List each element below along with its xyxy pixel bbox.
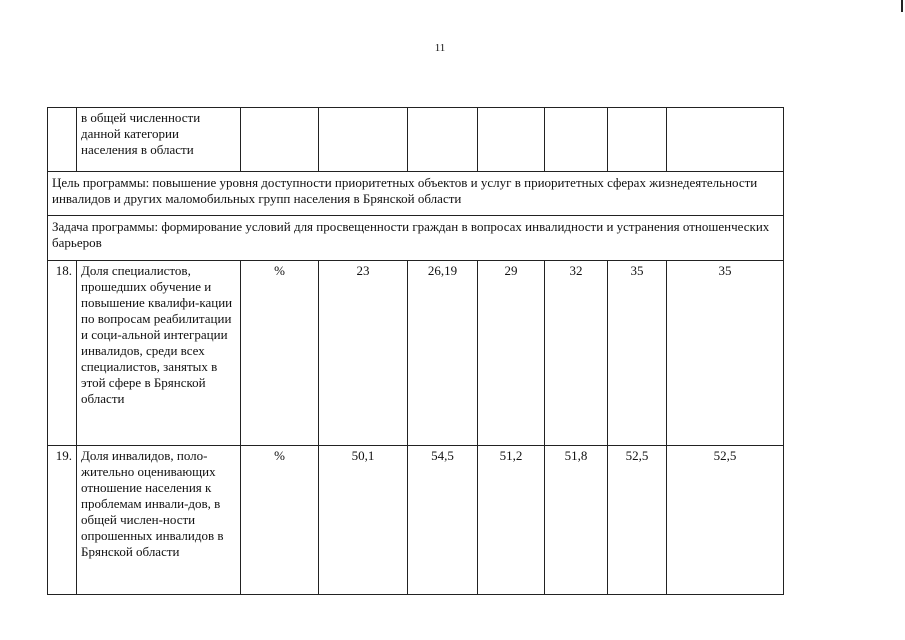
index-cell-empty (48, 108, 77, 172)
continuation-label: в общей численности данной категории населения в области (77, 108, 241, 172)
program-goal-text: Цель программы: повышение уровня доступности приоритетных объектов и услуг в приоритетных сферах жизнедеятельности инвалидов и других маломобильных групп населения в Брянской области (48, 172, 784, 216)
unit-cell: % (241, 446, 319, 595)
page-number: 11 (434, 42, 446, 54)
value-cell: 35 (608, 261, 667, 446)
value-cell: 26,19 (408, 261, 478, 446)
value-cell: 35 (667, 261, 784, 446)
value-cell: 51,8 (545, 446, 608, 595)
continuation-row (48, 108, 784, 172)
indicator-name: Доля специалистов, прошедших обучение и повышение квалифи-кации по вопросам реабилитации и соци-альной интеграции инвалидов, среди всех специалистов, занятых в этой сфере в Брянской области (77, 261, 241, 446)
value-cell: 29 (478, 261, 545, 446)
scan-edge-mark (901, 0, 903, 12)
unit-cell: % (241, 261, 319, 446)
value-cell: 52,5 (667, 446, 784, 595)
table-row-19 (48, 446, 784, 595)
row-index: 18. (48, 261, 77, 446)
value-cell: 50,1 (319, 446, 408, 595)
task-row (48, 216, 784, 261)
value-cell: 54,5 (408, 446, 478, 595)
row-index: 19. (48, 446, 77, 595)
value-cell: 32 (545, 261, 608, 446)
value-cell: 23 (319, 261, 408, 446)
table-row-18 (48, 261, 784, 446)
value-cell: 52,5 (608, 446, 667, 595)
program-task-text: Задача программы: формирование условий для просвещенности граждан в вопросах инвалидности и устранения отношенческих барьеров (48, 216, 784, 261)
indicator-name: Доля инвалидов, поло-жительно оценивающих отношение населения к проблемам инвали-дов, в общей числен-ности опрошенных инвалидов в Брянской области (77, 446, 241, 595)
goal-row (48, 172, 784, 216)
value-cell: 51,2 (478, 446, 545, 595)
indicators-table (47, 107, 784, 595)
